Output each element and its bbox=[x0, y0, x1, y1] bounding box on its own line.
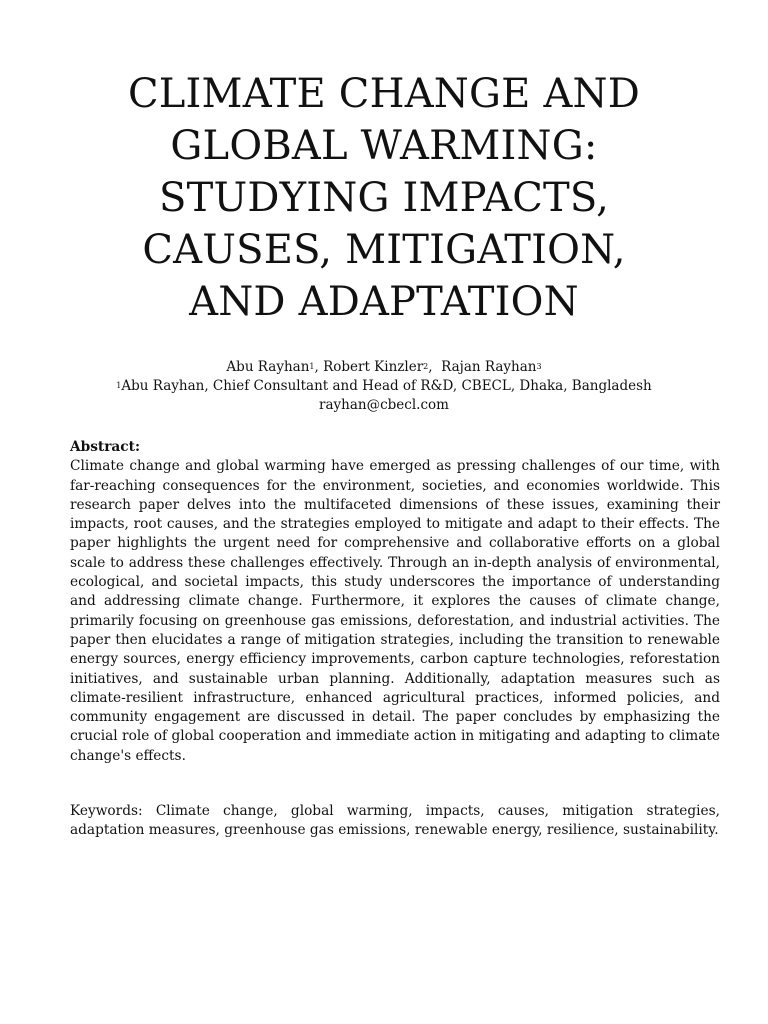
paper-title bbox=[40, 68, 728, 328]
author-block bbox=[40, 358, 728, 415]
title-line: GLOBAL WARMING: bbox=[170, 123, 598, 169]
author-affiliation-mark: 1 bbox=[309, 362, 315, 371]
author-affiliation-mark: 3 bbox=[536, 362, 542, 371]
author-list: Abu Rayhan$^1$, Robert Kinzler$^2$, Rajan Rayhan$^3$ bbox=[226, 359, 542, 375]
affiliation bbox=[40, 377, 728, 396]
author-email: rayhan@cbecl.com bbox=[319, 397, 449, 413]
title-line: CAUSES, MITIGATION, bbox=[142, 227, 626, 273]
title-line: CLIMATE CHANGE AND bbox=[127, 71, 641, 117]
author-name: Abu Rayhan bbox=[226, 359, 310, 375]
author-name: Robert Kinzler bbox=[323, 359, 424, 375]
keywords-paragraph: Keywords: Climate change, global warming, impacts, causes, mitigation strategies, adaptation measures, greenhouse gas emissions, renewable energy, resilience, sustainability. bbox=[70, 803, 720, 839]
abstract-section bbox=[70, 438, 720, 766]
abstract-heading: Abstract: bbox=[70, 439, 141, 455]
title-line: AND ADAPTATION bbox=[189, 279, 579, 325]
affiliation-mark: 1 bbox=[116, 381, 122, 390]
author-name: Rajan Rayhan bbox=[441, 359, 537, 375]
affiliation-text: Abu Rayhan, Chief Consultant and Head of R&D, CBECL, Dhaka, Bangladesh bbox=[121, 378, 652, 394]
abstract-body: Climate change and global warming have emerged as pressing challenges of our time, with far-reaching consequences for the environment, societies, and economies worldwide. This research paper delves into the multifaceted dimensions of these issues, examining their impacts, root causes, and the strategies employed to mitigate and adapt to their effects. The paper highlights the urgent need for comprehensive and collaborative efforts on a global scale to address these challenges effectively. Through an in-depth analysis of environmental, ecological, and societal impacts, this study underscores the importance of understanding and addressing climate change. Furthermore, it explores the causes of climate change, primarily focusing on greenhouse gas emissions, deforestation, and industrial activities. The paper then elucidates a range of mitigation strategies, including the transition to renewable energy sources, energy efficiency improvements, carbon capture technologies, reforestation initiatives, and sustainable urban planning. Additionally, adaptation measures such as climate-resilient infrastructure, enhanced agricultural practices, informed policies, and community engagement are discussed in detail. The paper concludes by emphasizing the crucial role of global cooperation and immediate action in mitigating and adapting to climate change's effects. bbox=[70, 458, 720, 764]
title-line: STUDYING IMPACTS, bbox=[158, 175, 609, 221]
author-affiliation-mark: 2 bbox=[423, 362, 429, 371]
